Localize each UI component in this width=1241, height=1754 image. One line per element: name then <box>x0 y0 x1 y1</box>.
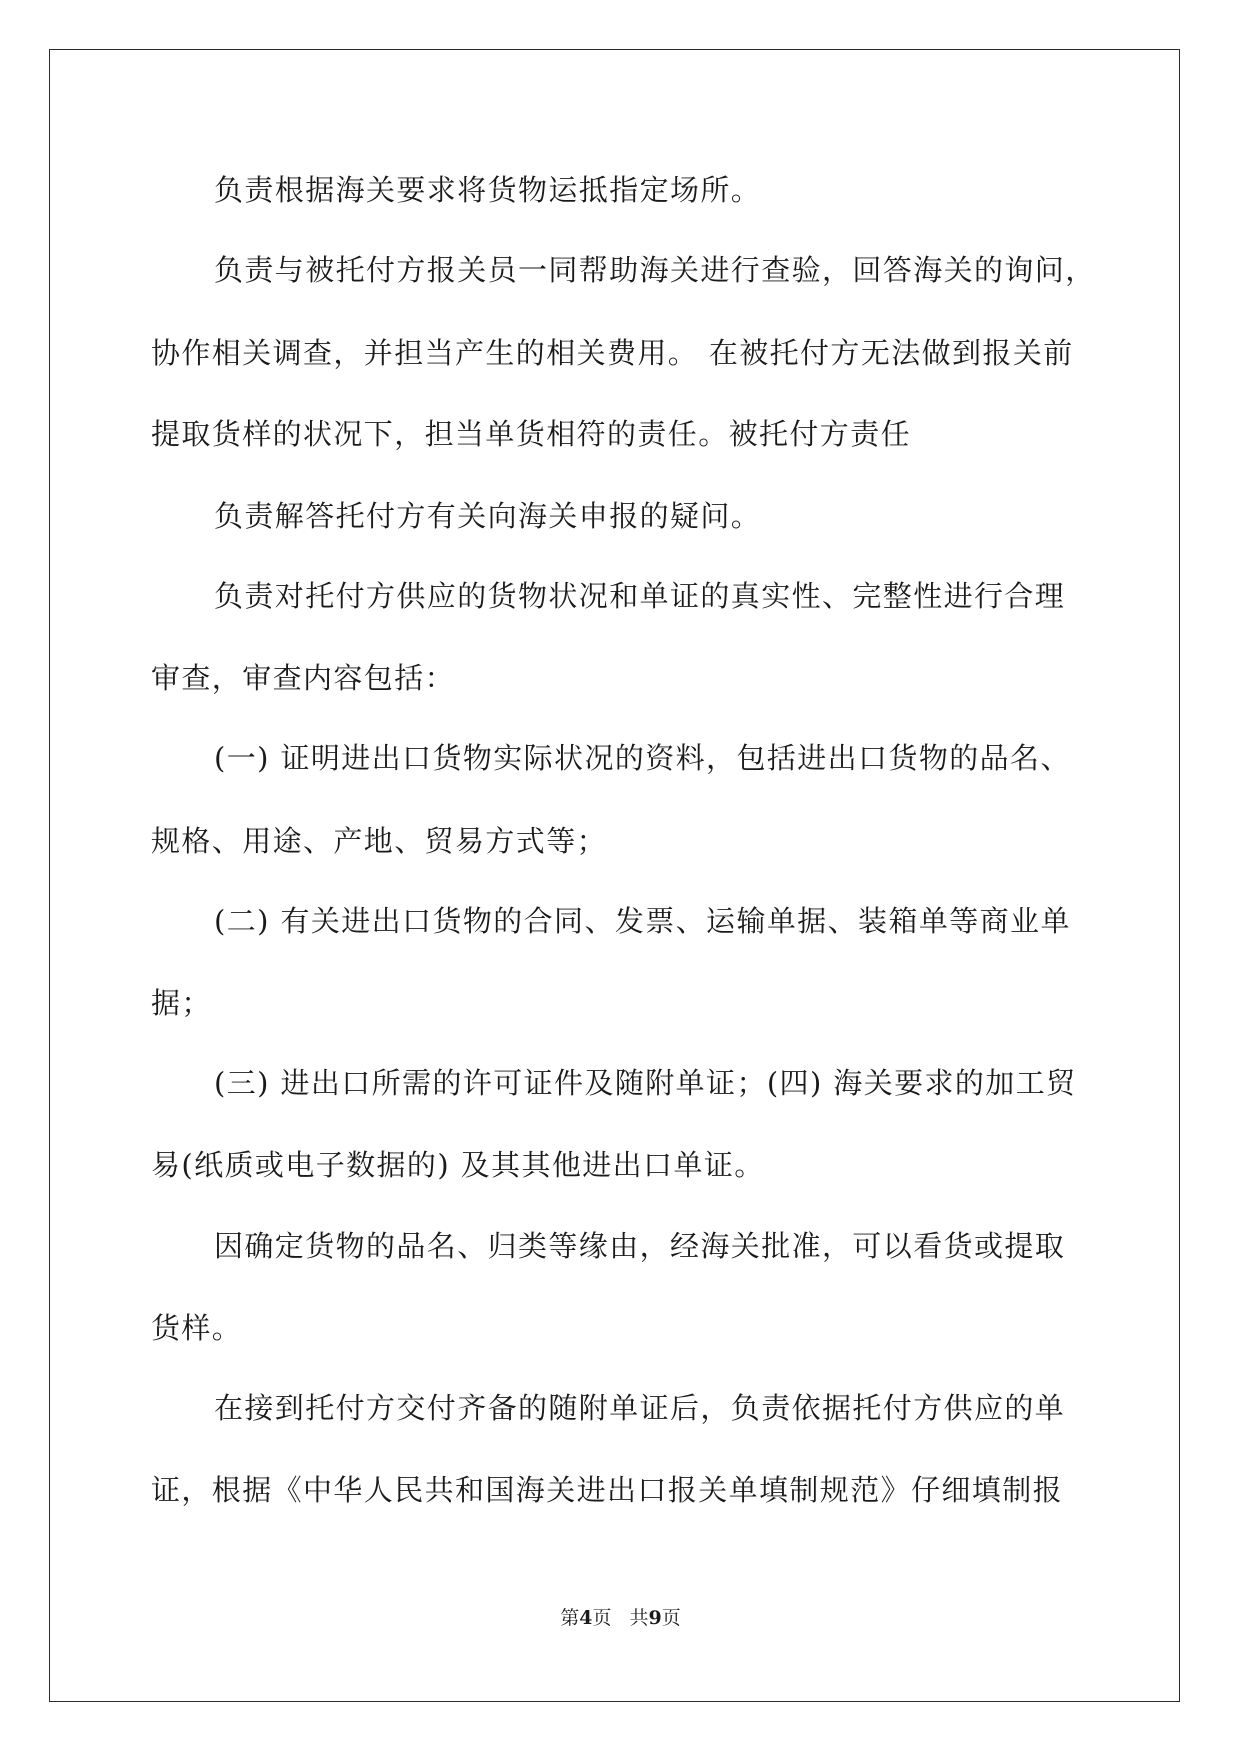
text-line: 据； <box>151 986 212 1020</box>
total-prefix: 共 <box>629 1607 649 1629</box>
page-footer <box>0 1606 1241 1630</box>
text-line: 提取货样的状况下，担当单货相符的责任。被托付方责任 <box>151 417 912 451</box>
total-pages: 9 <box>648 1607 662 1629</box>
page-border <box>49 49 1180 1702</box>
text-line: 因确定货物的品名、归类等缘由，经海关批准，可以看货或提取 <box>214 1229 1066 1263</box>
text-line: 规格、用途、产地、贸易方式等； <box>151 824 608 858</box>
text-line: 审查，审查内容包括： <box>151 661 456 695</box>
page-number: 4 <box>579 1607 593 1629</box>
text-line: 货样。 <box>151 1311 243 1345</box>
text-line: (三) 进出口所需的许可证件及随附单证；(四) 海关要求的加工贸 <box>214 1066 1077 1100</box>
page-suffix: 页 <box>592 1607 612 1629</box>
text-line: 负责对托付方供应的货物状况和单证的真实性、完整性进行合理 <box>214 579 1066 613</box>
text-line: (二) 有关进出口货物的合同、发票、运输单据、装箱单等商业单 <box>214 904 1071 938</box>
text-line: 负责与被托付方报关员一同帮助海关进行查验，回答海关的询问， <box>214 253 1096 287</box>
text-line: 易(纸质或电子数据的) 及其其他进出口单证。 <box>151 1148 765 1182</box>
text-line: 协作相关调查，并担当产生的相关费用。 在被托付方无法做到报关前 <box>151 336 1074 370</box>
text-line: 负责根据海关要求将货物运抵指定场所。 <box>214 173 762 207</box>
text-line: 证，根据《中华人民共和国海关进出口报关单填制规范》仔细填制报 <box>151 1473 1064 1507</box>
total-suffix: 页 <box>661 1607 681 1629</box>
page-prefix: 第 <box>560 1607 580 1629</box>
text-line: (一) 证明进出口货物实际状况的资料，包括进出口货物的品名、 <box>214 741 1071 775</box>
text-line: 在接到托付方交付齐备的随附单证后，负责依据托付方供应的单 <box>214 1391 1066 1425</box>
text-line: 负责解答托付方有关向海关申报的疑问。 <box>214 499 762 533</box>
